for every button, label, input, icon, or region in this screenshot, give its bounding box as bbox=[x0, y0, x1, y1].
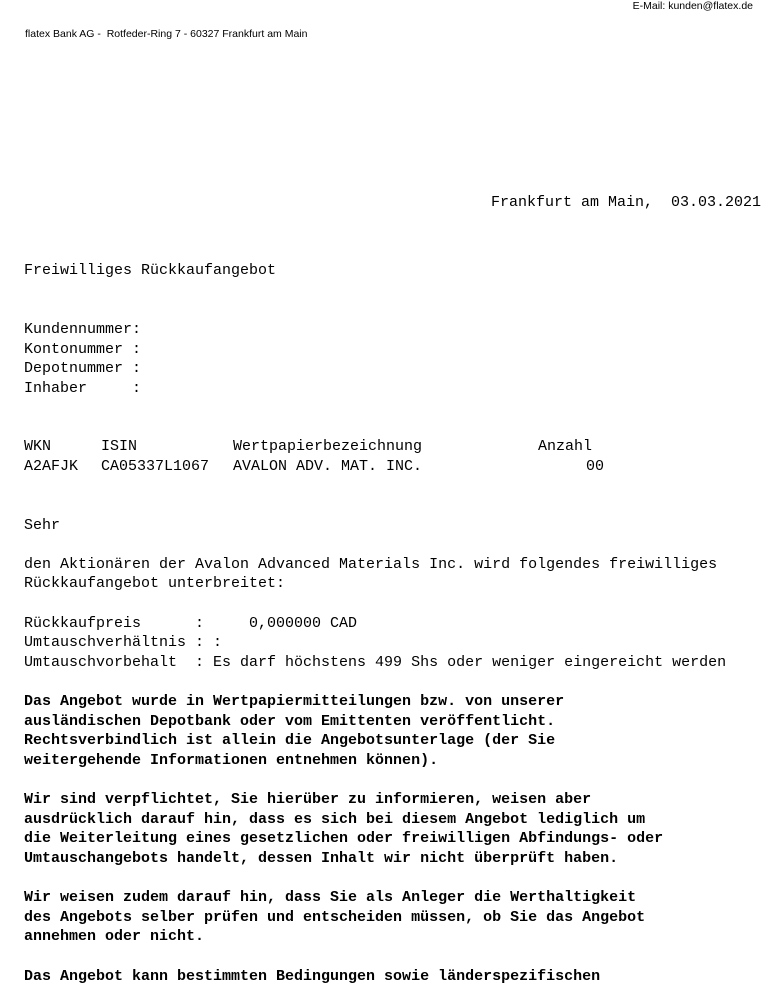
notice-line: weitergehende Informationen entnehmen können). bbox=[24, 752, 439, 769]
field-depot-number bbox=[24, 359, 141, 379]
cell-isin: CA05337L1067 bbox=[101, 458, 210, 475]
offer-term-price bbox=[24, 614, 357, 634]
field-customer-number bbox=[24, 320, 141, 340]
letter-date: 03.03.2021 bbox=[670, 194, 761, 211]
term-label: Umtauschvorbehalt : bbox=[24, 654, 205, 671]
notice-line: Das Angebot kann bestimmten Bedingungen sowie länderspezifischen bbox=[24, 968, 601, 985]
offer-term-reservation bbox=[24, 653, 726, 673]
intro-line: den Aktionären der Avalon Advanced Materials Inc. wird folgendes freiwilliges bbox=[24, 556, 718, 573]
cell-wkn: A2AFJK bbox=[24, 458, 79, 475]
field-holder bbox=[24, 379, 141, 399]
notice-line: annehmen oder nicht. bbox=[24, 928, 205, 945]
notice-line: Wir weisen zudem darauf hin, dass Sie als Anleger die Werthaltigkeit bbox=[24, 889, 637, 906]
notice-line: Umtauschangebots handelt, dessen Inhalt wir nicht überprüft haben. bbox=[24, 850, 619, 867]
notice-line: Wir sind verpflichtet, Sie hierüber zu informieren, weisen aber bbox=[24, 791, 592, 808]
contact-email: E-Mail: kunden@flatex.de bbox=[632, 0, 753, 12]
term-value: : bbox=[204, 634, 223, 651]
cell-name: AVALON ADV. MAT. INC. bbox=[233, 458, 423, 475]
term-value: 0,000000 CAD bbox=[204, 615, 358, 632]
column-header-name: Wertpapierbezeichnung bbox=[233, 438, 423, 455]
notice-line: des Angebots selber prüfen und entscheiden müssen, ob Sie das Angebot bbox=[24, 909, 646, 926]
letter-subject: Freiwilliges Rückkaufangebot bbox=[24, 262, 277, 279]
notice-line: die Weiterleitung eines gesetzlichen oder freiwilligen Abfindungs- oder bbox=[24, 830, 664, 847]
notice-line: Rechtsverbindlich ist allein die Angebotsunterlage (der Sie bbox=[24, 732, 556, 749]
column-header-count: Anzahl bbox=[538, 438, 593, 455]
salutation: Sehr bbox=[24, 517, 61, 534]
date-line bbox=[491, 193, 761, 213]
term-value: Es darf höchstens 499 Shs oder weniger eingereicht werden bbox=[204, 654, 727, 671]
field-label: Depotnummer : bbox=[24, 360, 142, 377]
intro-line: Rückkaufangebot unterbreitet: bbox=[24, 575, 286, 592]
field-label: Inhaber : bbox=[24, 380, 142, 397]
notice-line: Das Angebot wurde in Wertpapiermitteilungen bzw. von unserer bbox=[24, 693, 565, 710]
bank-address: flatex Bank AG - Rotfeder-Ring 7 - 60327 Frankfurt am Main bbox=[25, 28, 308, 40]
field-label: Kundennummer: bbox=[24, 321, 142, 338]
cell-count: 00 bbox=[586, 458, 605, 475]
column-header-isin: ISIN bbox=[101, 438, 138, 455]
term-label: Rückkaufpreis : bbox=[24, 615, 205, 632]
field-account-number bbox=[24, 340, 141, 360]
date-city: Frankfurt am Main, bbox=[490, 194, 653, 211]
offer-term-ratio bbox=[24, 633, 222, 653]
field-label: Kontonummer : bbox=[24, 341, 142, 358]
notice-line: ausländischen Depotbank oder vom Emittenten veröffentlicht. bbox=[24, 713, 556, 730]
notice-line: ausdrücklich darauf hin, dass es sich bei diesem Angebot lediglich um bbox=[24, 811, 646, 828]
term-label: Umtauschverhältnis : bbox=[24, 634, 205, 651]
column-header-wkn: WKN bbox=[24, 438, 52, 455]
